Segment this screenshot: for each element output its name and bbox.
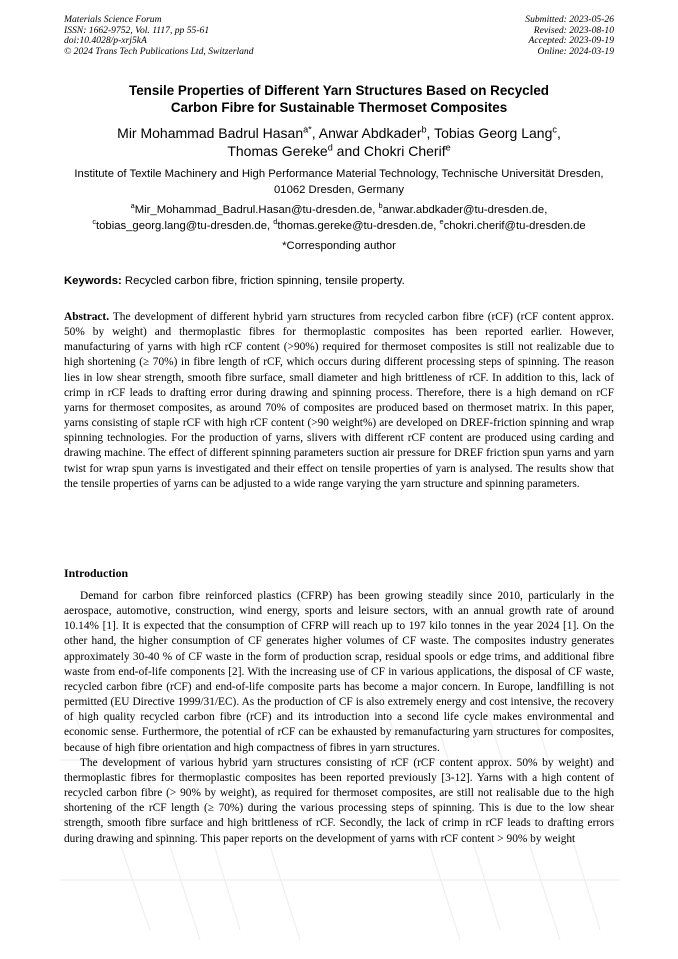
- author-list: Mir Mohammad Badrul Hasan$^{a*}$, Anwar Abdkader$^b$, Tobias Georg Lang$^c$, Thomas Gereke$^d$ and Chokri Cherif$^e$: [117, 124, 561, 159]
- title-line-1: Tensile Properties of Different Yarn Structures Based on Recycled: [129, 83, 549, 98]
- doi-line: doi:10.4028/p-xrj5kA: [64, 35, 147, 47]
- email-link[interactable]: chokri.cherif@tu-dresden.de: [443, 219, 586, 232]
- email-sup: b: [378, 201, 383, 211]
- email-link[interactable]: Mir_Mohammad_Badrul.Hasan@tu-dresden.de,: [134, 204, 376, 216]
- email-link[interactable]: tobias_georg.lang@tu-dresden.de,: [95, 219, 271, 232]
- author-sup: a*: [303, 124, 312, 135]
- paper-title: [64, 82, 614, 116]
- email-list: [56, 203, 622, 235]
- abstract: [64, 310, 614, 492]
- email-sup: d: [273, 217, 278, 227]
- abstract-label: Abstract.: [64, 311, 110, 323]
- issn-line: ISSN: 1662-9752, Vol. 1117, pp 55-61: [64, 24, 210, 36]
- keywords-text: Recycled carbon fibre, friction spinning, tensile property.: [124, 275, 405, 287]
- email-sup: c: [92, 217, 96, 227]
- paragraph: Demand for carbon fibre reinforced plastics (CFRP) has been growing steadily since 2010, particularly in the aerospace, automotive, construction, wind energy, sports and leisure sectors, with an annual growth rate of around 10.14% [1]. It is expected that the consumption of CFRP will reach up to 197 kilo tonnes in the year 2024 [1]. On the other hand, the higher consumption of CF generates higher volumes of CF waste. The composites industry generates approximately 30-40 % of CF waste in the form of production scrap, residual spools or edge trims, and additional fibre waste from end-of-life components [2]. With the increasing use of CF in various applications, the disposal of CF waste, recycled carbon fibre (rCF) and end-of-life composite parts has become a major concern. In Europe, landfilling is not permitted (EU Directive 1999/31/EC). As the production of CF is also extremely energy and cost intensive, the recovery of high quality recycled carbon fibre (rCF) and its introduction into a second life cycle makes environmental and economic sense. Furthermore, the potential of rCF can be exhausted by remanufacturing yarn structures for composites, because of high fibre orientation and high compactness of fibres in yarn structures.: [64, 590, 614, 754]
- affiliation: Institute of Textile Machinery and High Performance Material Technology, Technische Universität Dresden, 01062 Dresden, Germany: [74, 168, 604, 196]
- author-sup: b: [421, 124, 427, 135]
- email-sup: a: [130, 201, 135, 211]
- email-sup: e: [439, 217, 444, 227]
- accepted-date: Accepted: 2023-09-19: [528, 35, 614, 47]
- email-link[interactable]: thomas.gereke@tu-dresden.de,: [277, 219, 437, 232]
- copyright-line: © 2024 Trans Tech Publications Ltd, Switzerland: [64, 45, 254, 57]
- keywords-label: Keywords:: [64, 275, 122, 287]
- email-link[interactable]: anwar.abdkader@tu-dresden.de,: [382, 204, 548, 216]
- author-sup: e: [445, 142, 451, 153]
- title-line-2: Carbon Fibre for Sustainable Thermoset Composites: [170, 100, 508, 116]
- author-conjunction: and: [336, 143, 361, 159]
- section-heading-introduction: Introduction: [64, 566, 129, 580]
- keywords: [64, 274, 614, 289]
- paragraph: The development of various hybrid yarn structures consisting of rCF (rCF content approx. 50% by weight) and thermoplastic fibres for thermoplastic composites has been reported previously [3-12]. Yarns with a high content of recycled carbon fibre (> 90% by weight), as required for thermoset composites, are still not realisable due to the high shortening of the rCF length (≥ 70%) during the various processing steps of spinning. This is due to the low shear strength, smooth fibre surface and high brittleness of rCF. Secondly, the lack of crimp in rCF leads to drafting errors during drawing and spinning. This paper reports on the development of yarns with rCF content > 90% by weight: [64, 756, 614, 845]
- introduction-body: [64, 589, 614, 847]
- dates-header: [525, 15, 614, 57]
- author-name: Chokri Cherif: [363, 143, 446, 159]
- online-date: Online: 2024-03-19: [537, 45, 614, 57]
- abstract-text: The development of different hybrid yarn structures from recycled carbon fibre (rCF) (rCF content approx. 50% by weight) and thermoplastic fibres for thermoplastic composites has been reported earlier. However, manufacturing of yarns with high rCF content (>90%) required for thermoset composites is still not realizable due to high shortening (≥ 70%) in fibre length of rCF, which occurs during different processing steps of spinning. The reason lies in low shear strength, smooth fibre surface, small diameter and high brittleness of rCF. In addition to this, lack of crimp in rCF leads to drafting error during drawing and spinning process. Therefore, there is a high demand on rCF yarns for thermoset composites, as around 70% of composites are produced based on thermoset matrix. In this paper, yarns consisting of staple rCF with high rCF content (>90 weight%) are developed on DREF-friction spinning and wrap spinning technologies. For the production of yarns, slivers with different rCF content are produced using carding and drawing machine. The effect of different spinning parameters suction air pressure for DREF friction spun yarns and yarn twist for wrap spun yarns is investigated and their effect on tensile properties of yarn is analysed. The results show that the tensile properties of yarns can be adjusted to a wide range varying the yarn structure and spinning parameters.: [64, 311, 614, 490]
- corresponding-author-note: *Corresponding author: [282, 240, 396, 252]
- author-name: Mir Mohammad Badrul Hasan: [117, 125, 304, 141]
- author-sup: c: [552, 124, 557, 135]
- revised-date: Revised: 2023-08-10: [533, 24, 614, 36]
- journal-name: Materials Science Forum: [64, 14, 162, 25]
- author-sup: d: [327, 142, 333, 153]
- journal-header: [64, 15, 254, 57]
- author-name: Tobias Georg Lang: [434, 125, 553, 141]
- author-name: Anwar Abdkader: [318, 125, 422, 141]
- author-name: Thomas Gereke: [227, 143, 328, 159]
- submitted-date: Submitted: 2023-05-26: [525, 14, 614, 25]
